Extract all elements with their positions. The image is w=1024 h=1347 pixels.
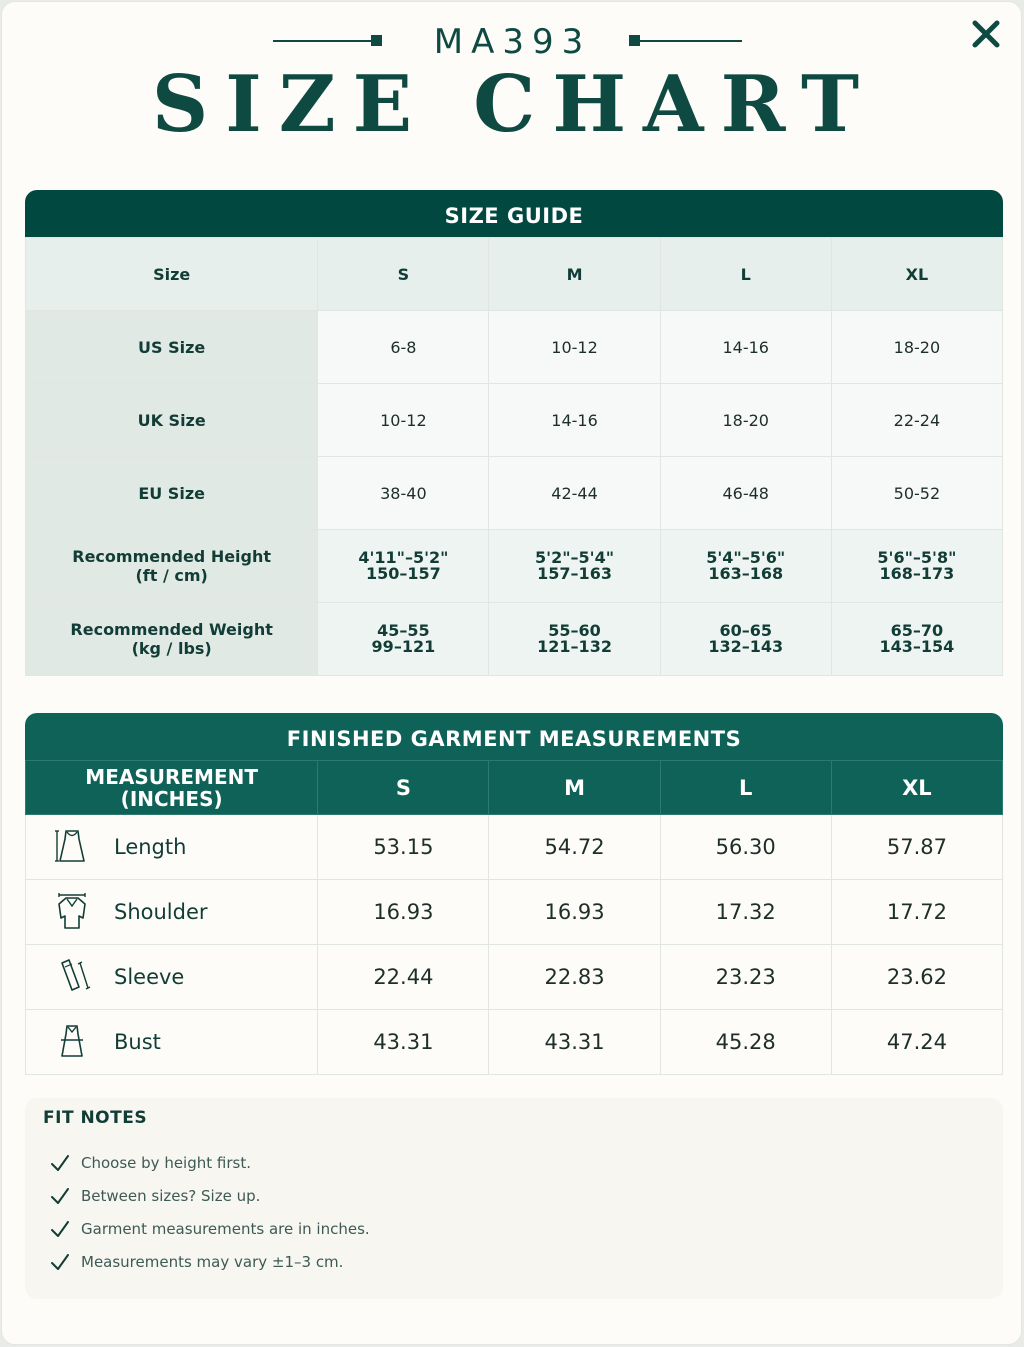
size-guide-title: SIZE GUIDE — [25, 190, 1003, 238]
table-cell: 23.62 — [831, 945, 1002, 1010]
model-number: MA393 — [433, 22, 592, 62]
table-cell: 17.72 — [831, 880, 1002, 945]
fit-note-text: Between sizes? Size up. — [81, 1187, 261, 1205]
table-cell: 14-16 — [489, 384, 660, 457]
cell-line: 121–132 — [537, 637, 612, 656]
cell-line: 132–143 — [708, 637, 784, 656]
table-row — [26, 880, 1003, 945]
size-s-header: S — [318, 238, 489, 311]
model-row — [2, 20, 1023, 64]
table-cell: 47.24 — [831, 1010, 1002, 1075]
measurement-name-cell — [26, 945, 318, 1010]
size-chart-panel — [1, 1, 1022, 1345]
table-cell: 53.15 — [318, 815, 489, 880]
table-cell — [831, 603, 1002, 676]
row-label-text: Recommended Weight — [70, 620, 273, 639]
table-cell: 22.83 — [489, 945, 660, 1010]
checkmark-icon — [49, 1251, 71, 1273]
table-cell: 22-24 — [831, 384, 1002, 457]
table-header-row — [26, 761, 1003, 815]
close-button[interactable] — [964, 12, 1008, 56]
checkmark-icon — [49, 1185, 71, 1207]
shoulder-icon — [52, 892, 92, 932]
row-label-unit: (kg / lbs) — [131, 639, 212, 658]
size-xl-header: XL — [831, 761, 1002, 815]
table-cell: 16.93 — [489, 880, 660, 945]
table-cell: 16.93 — [318, 880, 489, 945]
fit-note-text: Measurements may vary ±1–3 cm. — [81, 1253, 344, 1271]
table-row — [26, 530, 1003, 603]
table-row — [26, 238, 1003, 311]
cell-line: 5'4"–5'6" — [706, 548, 786, 567]
cell-line: 5'2"–5'4" — [535, 548, 615, 567]
left-divider-line — [273, 40, 381, 42]
table-row — [26, 1010, 1003, 1075]
row-label — [26, 384, 318, 457]
size-l-header: L — [660, 761, 831, 815]
cell-line: 143–154 — [879, 637, 955, 656]
table-cell — [489, 530, 660, 603]
fit-note-text: Garment measurements are in inches. — [81, 1220, 370, 1238]
table-cell — [831, 530, 1002, 603]
cell-line: 45–55 — [377, 621, 430, 640]
table-cell: 38-40 — [318, 457, 489, 530]
sleeve-icon — [52, 957, 92, 997]
table-cell: 10-12 — [489, 311, 660, 384]
table-row — [26, 457, 1003, 530]
size-s-header: S — [318, 761, 489, 815]
table-row — [26, 311, 1003, 384]
cell-line: 4'11"–5'2" — [358, 548, 449, 567]
fit-note-text: Choose by height first. — [81, 1154, 251, 1172]
table-cell: 46-48 — [660, 457, 831, 530]
cell-line: 60–65 — [719, 621, 772, 640]
row-label — [26, 530, 318, 603]
measurement-name-cell — [26, 815, 318, 880]
cell-line: 55–60 — [548, 621, 601, 640]
close-icon[interactable] — [971, 19, 1001, 49]
fit-notes-title: FIT NOTES — [43, 1108, 148, 1128]
row-label — [26, 603, 318, 676]
header — [2, 2, 1023, 172]
size-m-header: M — [489, 761, 660, 815]
table-cell: 14-16 — [660, 311, 831, 384]
table-cell: 6-8 — [318, 311, 489, 384]
table-cell — [318, 530, 489, 603]
measurement-label: Shoulder — [114, 900, 208, 924]
page-title: SIZE CHART — [151, 59, 877, 150]
table-cell: 45.28 — [660, 1010, 831, 1075]
table-cell: 54.72 — [489, 815, 660, 880]
table-cell: 23.23 — [660, 945, 831, 1010]
table-row — [26, 815, 1003, 880]
cell-line: 65–70 — [890, 621, 944, 640]
measurement-name-cell — [26, 880, 318, 945]
row-label-unit: (ft / cm) — [135, 566, 208, 585]
cell-line: 157–163 — [537, 564, 612, 583]
row-label-text: EU Size — [138, 483, 205, 503]
size-m-header: M — [489, 238, 660, 311]
table-row — [26, 384, 1003, 457]
row-label-text: US Size — [138, 337, 206, 357]
table-cell: 18-20 — [831, 311, 1002, 384]
row-label-text: Recommended Height — [72, 547, 272, 566]
table-cell: 57.87 — [831, 815, 1002, 880]
bust-icon — [52, 1022, 92, 1062]
cell-line: 163–168 — [708, 564, 784, 583]
size-l-header: L — [660, 238, 831, 311]
table-cell — [489, 603, 660, 676]
measurements-table — [25, 760, 1003, 1075]
table-cell: 22.44 — [318, 945, 489, 1010]
table-cell: 50-52 — [831, 457, 1002, 530]
table-row — [26, 603, 1003, 676]
measurement-header-unit: (INCHES) — [120, 786, 223, 811]
row-label — [26, 457, 318, 530]
table-cell: 17.32 — [660, 880, 831, 945]
cell-line: 150–157 — [365, 564, 441, 583]
measurement-label: Bust — [114, 1030, 161, 1054]
cell-line: 5'6"–5'8" — [877, 548, 957, 567]
cell-line: 99–121 — [371, 637, 436, 656]
table-cell: 56.30 — [660, 815, 831, 880]
row-label-text: UK Size — [137, 410, 206, 430]
dress-length-icon — [52, 827, 92, 867]
cell-line: 168–173 — [879, 564, 955, 583]
measurements-title: FINISHED GARMENT MEASUREMENTS — [25, 713, 1003, 761]
size-header-cell: Size — [26, 238, 318, 311]
measurement-header-line: MEASUREMENT — [85, 764, 258, 789]
table-cell: 42-44 — [489, 457, 660, 530]
size-xl-header: XL — [831, 238, 1002, 311]
measurement-header — [26, 761, 318, 815]
left-divider-square — [371, 35, 382, 46]
measurement-name-cell — [26, 1010, 318, 1075]
checkmark-icon — [49, 1218, 71, 1240]
row-label — [26, 311, 318, 384]
checkmark-icon — [49, 1152, 71, 1174]
table-cell — [660, 530, 831, 603]
table-cell: 18-20 — [660, 384, 831, 457]
right-divider-line — [634, 40, 742, 42]
table-cell: 10-12 — [318, 384, 489, 457]
table-cell: 43.31 — [489, 1010, 660, 1075]
table-row — [26, 945, 1003, 1010]
size-guide-table — [25, 237, 1003, 676]
measurement-label: Length — [114, 835, 187, 859]
table-cell — [318, 603, 489, 676]
fit-notes-panel — [25, 1098, 1003, 1299]
measurement-label: Sleeve — [114, 965, 185, 989]
table-cell — [660, 603, 831, 676]
table-cell: 43.31 — [318, 1010, 489, 1075]
